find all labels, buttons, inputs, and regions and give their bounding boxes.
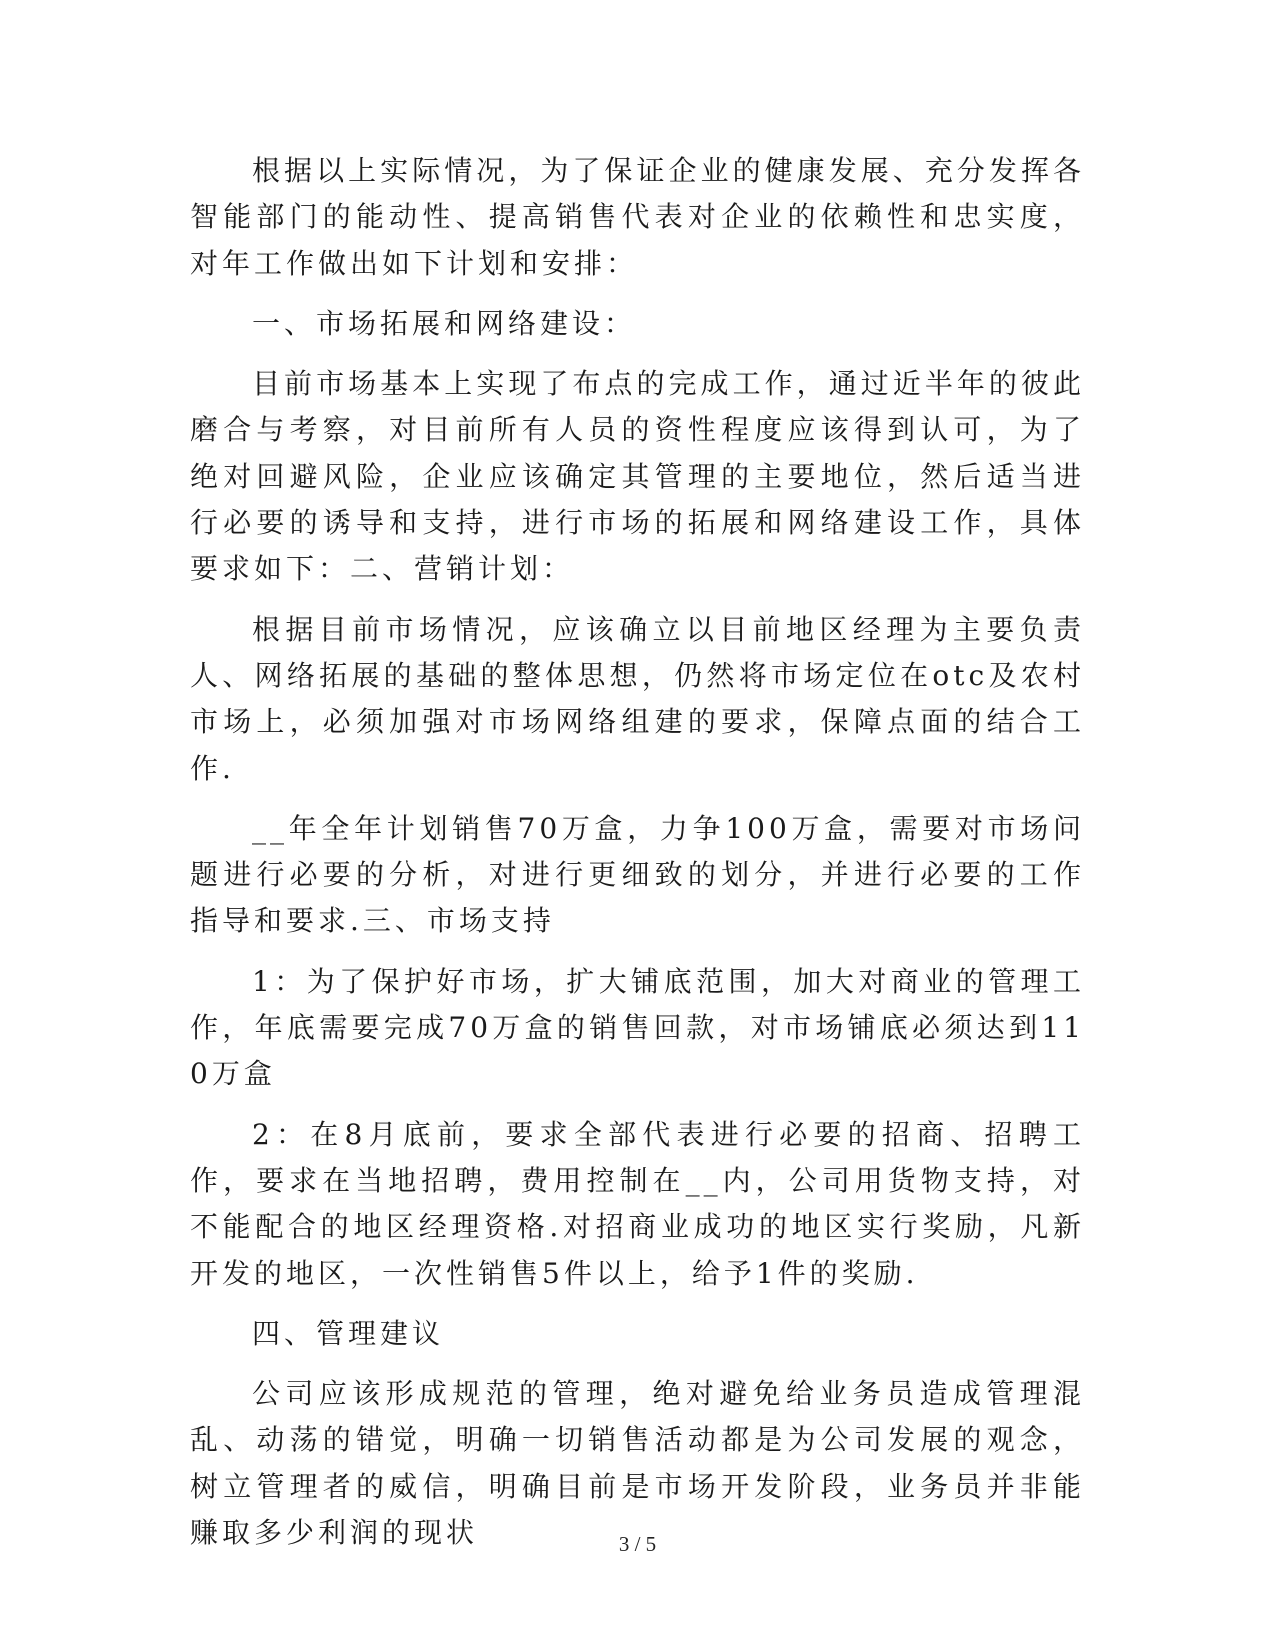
paragraph-sales-target: __年全年计划销售70万盒，力争100万盒，需要对市场问题进行必要的分析，对进行更细致的划分，并进行必要的工作指导和要求.三、市场支持	[190, 811, 1085, 938]
paragraph-support-item-1: 1：为了保护好市场，扩大铺底范围，加大对商业的管理工作，年底需要完成70万盒的销售回款，对市场铺底必须达到110万盒	[190, 964, 1085, 1091]
paragraph-intro: 根据以上实际情况，为了保证企业的健康发展、充分发挥各智能部门的能动性、提高销售代表对企业的依赖性和忠实度，对年工作做出如下计划和安排：	[190, 154, 1085, 280]
paragraph-management-advice: 公司应该形成规范的管理，绝对避免给业务员造成管理混乱、动荡的错觉，明确一切销售活动都是为公司发展的观念，树立管理者的威信，明确目前是市场开发阶段，业务员并非能赚取多少利润的现状	[190, 1377, 1085, 1550]
page-number: 3 / 5	[618, 1532, 657, 1556]
paragraph-market-expansion: 目前市场基本上实现了布点的完成工作，通过近半年的彼此磨合与考察，对目前所有人员的资性程度应该得到认可，为了绝对回避风险，企业应该确定其管理的主要地位，然后适当进行必要的诱导和支持，进行市场的拓展和网络建设工作，具体要求如下：二、营销计划：	[190, 367, 1085, 586]
heading-management-advice: 四、管理建议	[252, 1316, 445, 1350]
body-text	[190, 148, 1085, 1556]
paragraph-marketing-plan: 根据目前市场情况，应该确立以目前地区经理为主要负责人、网络拓展的基础的整体思想，仍然将市场定位在otc及农村市场上，必须加强对市场网络组建的要求，保障点面的结合工作.	[190, 612, 1085, 785]
heading-market-expansion: 一、市场拓展和网络建设：	[252, 306, 637, 340]
paragraph-support-item-2: 2：在8月底前，要求全部代表进行必要的招商、招聘工作，要求在当地招聘，费用控制在__内，公司用货物支持，对不能配合的地区经理资格.对招商业成功的地区实行奖励，凡新开发的地区，一次性销售5件以上，给予1件的奖励.	[190, 1117, 1085, 1290]
